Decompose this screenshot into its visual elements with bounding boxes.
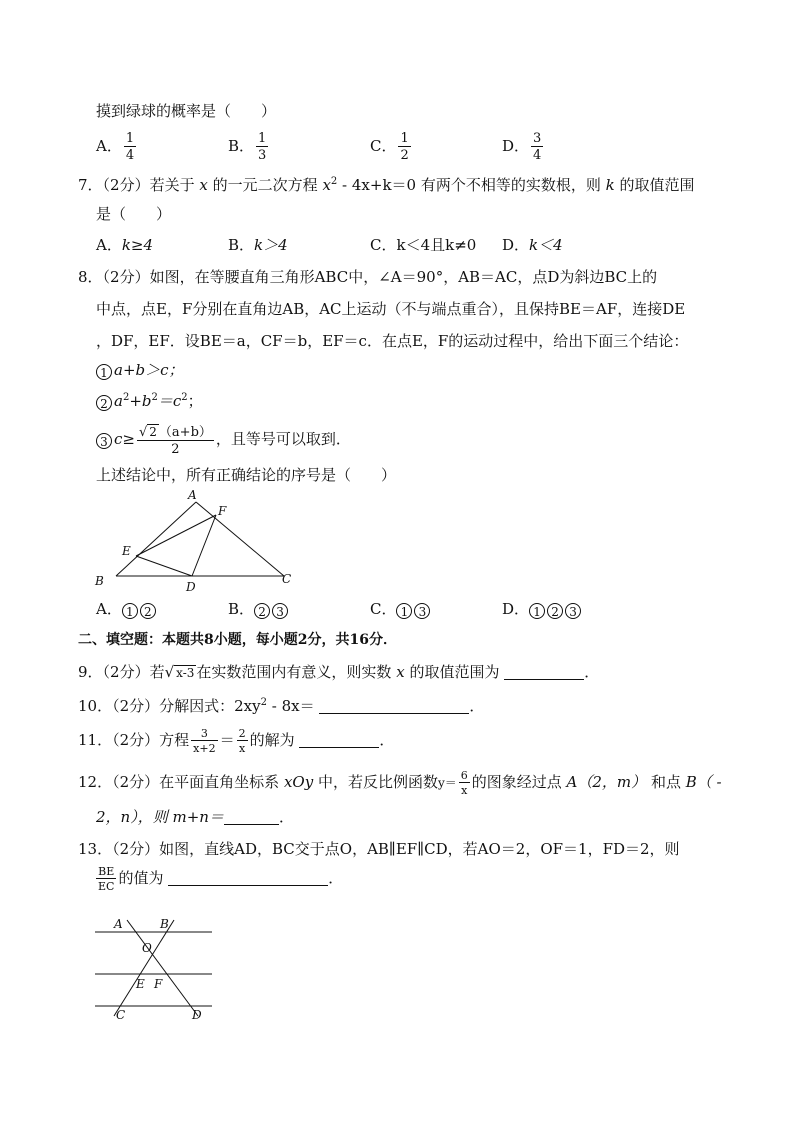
label-a: A: [114, 917, 123, 931]
q13-stem-line1: 13．（2分）如图，直线AD，BC交于点O，AB∥EF∥CD，若AO＝2，OF＝1，FD＝2，则: [78, 840, 680, 858]
q12-stem-line1: 12．（2分）在平面直角坐标系 xOy 中，若反比例函数y＝ $\frac{6}{x}$ 的图象经过点 A（2，m） 和点 B（ -: [78, 769, 722, 797]
q8-option-b[interactable]: B． 2 3: [228, 602, 290, 619]
q7-stem: 7．（2分）若关于 x 的一元二次方程 $x^2 - 4x+k=0$ 有两个不相等的实数根，则 k 的取值范围: [78, 176, 695, 194]
q8-option-a[interactable]: A． 1 2: [96, 602, 158, 619]
q6-stem-tail: 摸到绿球的概率是（ ）: [96, 102, 277, 120]
section-heading-fill-in: 二、填空题：本题共8小题，每小题2分，共16分．: [78, 632, 397, 648]
label-c: C: [116, 1008, 126, 1022]
q7-option-c[interactable]: C．k＜4且k≠0: [370, 236, 477, 254]
q8-question: 上述结论中，所有正确结论的序号是（ ）: [96, 466, 397, 484]
label-f: F: [218, 504, 227, 518]
label-b: B: [95, 574, 104, 588]
q13-parallel-lines-figure: [90, 912, 220, 1024]
q9-answer-blank[interactable]: [504, 665, 584, 680]
q12-answer-blank[interactable]: [224, 810, 279, 825]
label-o: O: [142, 941, 152, 955]
q7-option-a[interactable]: A．k≥4: [96, 236, 154, 254]
label-d: D: [186, 580, 196, 592]
q6-option-d[interactable]: D． $\frac{3}{4}$: [502, 131, 542, 163]
label-e: E: [122, 544, 131, 558]
q13-stem-line2: $\frac{BE}{EC}$ 的值为 ．: [98, 865, 344, 893]
label-e: E: [136, 977, 145, 991]
q7-option-b[interactable]: B．k＞4: [228, 236, 288, 254]
q6-option-b[interactable]: B． $\frac{1}{3}$: [228, 131, 267, 163]
q8-stem-line2: 中点，点E，F分别在直角边AB，AC上运动（不与端点重合），且保持BE＝AF，连接DE: [96, 300, 686, 318]
q9-stem: 9．（2分）若√ x-3 在实数范围内有意义，则实数 x 的取值范围为 ．: [78, 663, 600, 681]
q6-option-a[interactable]: A． $\frac{1}{4}$: [96, 131, 135, 163]
q7-option-d[interactable]: D．k＜4: [502, 236, 563, 254]
q8-stem-line3: ，DF，EF．设BE＝a，CF＝b，EF＝c．在点E，F的运动过程中，给出下面三个结论：: [96, 332, 689, 350]
q10-answer-blank[interactable]: [319, 699, 469, 714]
q8-triangle-figure: [90, 488, 300, 592]
q7-stem-line2: 是（ ）: [96, 205, 172, 223]
label-b: B: [160, 917, 169, 931]
q8-conclusion-2: 2 $a^2+b^2=c^2$；: [96, 393, 203, 411]
q6-option-c[interactable]: C． $\frac{1}{2}$: [370, 131, 409, 163]
q11-answer-blank[interactable]: [299, 733, 379, 748]
q11-stem: 11．（2分）方程 $\frac{3}{x+2}$ ＝ $\frac{2}{x}$ 的解为 ．: [78, 727, 395, 755]
q12-stem-line2: 2，n），则 m+n＝ ．: [96, 808, 294, 826]
q8-conclusion-1: 1 a+b＞c；: [96, 363, 184, 380]
q8-stem-line1: 8．（2分）如图，在等腰直角三角形ABC中，∠A＝90°，AB＝AC，点D为斜边BC上的: [78, 268, 658, 286]
label-f: F: [154, 977, 163, 991]
q8-conclusion-3: 3 c≥ $\frac{√ 2 (a+b)}{2}$ ，且等号可以取到．: [96, 424, 351, 456]
q8-option-c[interactable]: C． 1 3: [370, 602, 432, 619]
q8-option-d[interactable]: D． 1 2 3: [502, 602, 583, 619]
q13-answer-blank[interactable]: [168, 871, 328, 886]
label-a: A: [188, 488, 197, 502]
label-d: D: [192, 1008, 202, 1022]
label-c: C: [282, 572, 292, 586]
q10-stem: 10．（2分）分解因式：$2xy^2 - 8x=$ ．: [78, 697, 485, 715]
